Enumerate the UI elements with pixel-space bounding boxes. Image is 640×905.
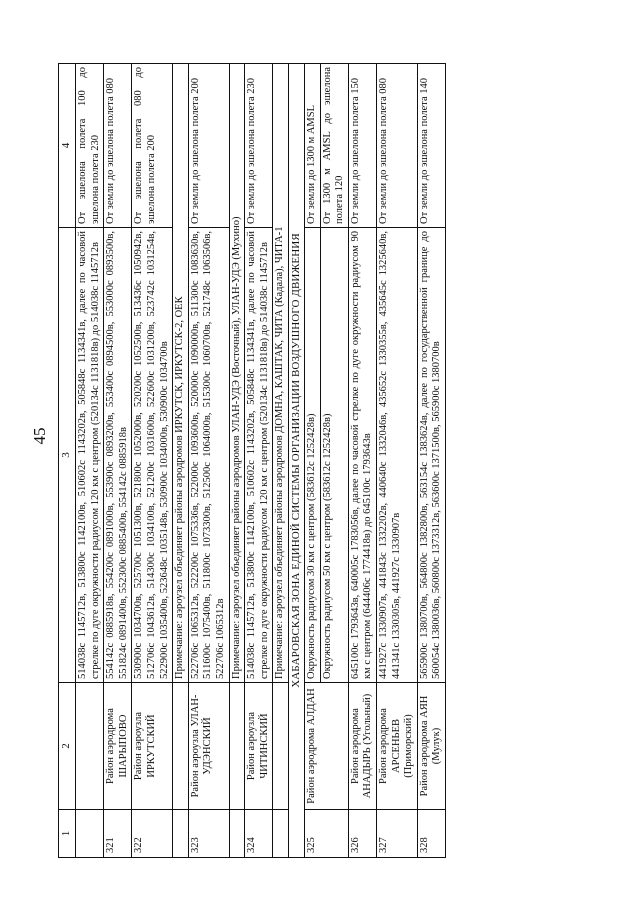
vertical-limits: От эшелона полета 100 до эшелона полета 230 xyxy=(76,64,104,228)
row-number: 323 xyxy=(188,810,229,858)
area-name xyxy=(76,683,104,810)
header-cell: 3 xyxy=(59,228,76,683)
section-title: ХАБАРОВСКАЯ ЗОНА ЕДИНОЙ СИСТЕМЫ ОРГАНИЗАЦИИ ВОЗДУШНОГО ДВИЖЕНИЯ xyxy=(288,64,304,858)
note-spacer xyxy=(273,683,289,810)
note-spacer xyxy=(173,683,189,810)
airspace-table xyxy=(58,63,446,858)
boundary-coordinates: 514038с 1145712в, 513800с 1142100в, 510602с 1143202в, 505848с 1134341в, далее по часовой стрелке по дуге окружности радиусом 120 км с центром (520134с 1131818в) до 514038с 1145712в xyxy=(76,228,104,683)
table-row xyxy=(104,64,132,858)
table-row xyxy=(245,64,273,858)
header-cell: 2 xyxy=(59,683,76,810)
table-row xyxy=(132,64,173,858)
header-cell: 1 xyxy=(59,810,76,858)
table-header-row xyxy=(59,64,76,858)
note-row xyxy=(229,64,245,858)
vertical-limits: От земли до эшелона полета 140 xyxy=(417,64,445,228)
row-number xyxy=(76,810,104,858)
area-name: Район аэродрома АРСЕНЬЕВ (Приморский) xyxy=(377,683,418,810)
vertical-limits: От эшелона полета 080 до эшелона полета 200 xyxy=(132,64,173,228)
note-spacer xyxy=(273,810,289,858)
vertical-limits: От земли до 1300 м AMSL xyxy=(305,64,321,228)
vertical-limits: От земли до эшелона полета 200 xyxy=(188,64,229,228)
table-row xyxy=(188,64,229,858)
row-number: 322 xyxy=(132,810,173,858)
boundary-coordinates: 554142с 0885918в, 554200с 0891000в, 553900с 0893200в, 553400с 0894500в, 553000с 0893500в, 551824с 0891400в, 552300с 0885400в, 554142с 0885918в xyxy=(104,228,132,683)
area-name: Район аэроузла ИРКУТСКИЙ xyxy=(132,683,173,810)
row-number: 321 xyxy=(104,810,132,858)
note-spacer xyxy=(229,683,245,810)
header-cell: 4 xyxy=(59,64,76,228)
boundary-coordinates: 645100с 1793643в, 640005с 1783056в, далее по часовой стрелке по дуге окружности радиусом 90 км с центром (644406с 1774418в) до 645100с 1793643в xyxy=(348,228,376,683)
boundary-coordinates: 514038с 1145712в, 513800с 1142100в, 510602с 1143202в, 505848с 1134341в, далее по часовой стрелке по дуге окружности радиусом 120 км с центром (520134с 1131818в) до 514038с 1145712в xyxy=(245,228,273,683)
row-number: 328 xyxy=(417,810,445,858)
table-row xyxy=(348,64,376,858)
row-number: 325 xyxy=(305,810,349,858)
boundary-coordinates: 441927с 1330907в, 441843с 1332202в, 440640с 1332046в, 435652с 1330355в, 435645с 1325640в, 441341с 1330305в, 441927с 1330907в xyxy=(377,228,418,683)
boundary-coordinates: 522706с 1065312в, 522200с 1075336в, 522000с 1093600в, 520000с 1090000в, 511300с 1083630в, 511600с 1075400в, 511800с 1073300в, 512500с 1064000в, 515300с 1060700в, 521748с 1063506в, 522706с 1065312в xyxy=(188,228,229,683)
note-spacer xyxy=(173,810,189,858)
vertical-limits: От земли до эшелона полета 080 xyxy=(377,64,418,228)
airspace-table-rotated xyxy=(58,64,623,858)
note-text: Примечание: аэроузел объединяет районы аэродромов УЛАН-УДЭ (Восточный), УЛАН-УДЭ (Мухино) xyxy=(229,64,245,683)
area-name: Район аэродрома ШАРЫПОВО xyxy=(104,683,132,810)
table-row xyxy=(377,64,418,858)
boundary-coordinates: 530900с 1034700в, 525700с 1051300в, 521800с 1052000в, 520200с 1052500в, 513436с 1050942в, 512706с 1043612в, 514300с 1034100в, 521200с 1031600в, 522600с 1031200в, 523742с 1031254в, 522900с 1035400в, 523648с 1035148в, 530900с 1034000в, 530900с 1034700в xyxy=(132,228,173,683)
boundary-coordinates: 565900с 1380700в, 564800с 1382800в, 563154с 1383624в, далее по государственной границе до 560054с 1380036в, 560800с 1373312в, 563600с 1371500в, 565900с 1380700в xyxy=(417,228,445,683)
area-name: Район аэродрома АНАДЫРЬ (Угольный) xyxy=(348,683,376,810)
table-row xyxy=(305,64,321,858)
row-number: 324 xyxy=(245,810,273,858)
note-text: Примечание: аэроузел объединяет районы аэродромов ИРКУТСК, ИРКУТСК-2, ОЕК xyxy=(173,64,189,683)
boundary-coordinates: Окружность радиусом 50 км с центром (583612с 1252428в) xyxy=(320,228,348,683)
area-name: Район аэродрома АЛДАН xyxy=(305,683,349,810)
vertical-limits: От земли до эшелона полета 150 xyxy=(348,64,376,228)
note-text: Примечание: аэроузел объединяет районы аэродромов ДОМНА, КАШТАК, ЧИТА (Кадала), ЧИТА-1 xyxy=(273,64,289,683)
note-row xyxy=(273,64,289,858)
note-row xyxy=(173,64,189,858)
area-name: Район аэроузла УЛАН-УДЭНСКИЙ xyxy=(188,683,229,810)
boundary-coordinates: Окружность радиусом 30 км с центром (583612с 1252428в) xyxy=(305,228,321,683)
vertical-limits: От земли до эшелона полета 230 xyxy=(245,64,273,228)
row-number: 327 xyxy=(377,810,418,858)
row-number: 326 xyxy=(348,810,376,858)
table-row xyxy=(417,64,445,858)
area-name: Район аэродрома АЯН (Мулук) xyxy=(417,683,445,810)
table-row xyxy=(76,64,104,858)
vertical-limits: От земли до эшелона полета 080 xyxy=(104,64,132,228)
vertical-limits: От 1300 м AMSL до эшелона полета 120 xyxy=(320,64,348,228)
page-number: 45 xyxy=(30,427,49,445)
area-name: Район аэроузла ЧИТИНСКИЙ xyxy=(245,683,273,810)
note-spacer xyxy=(229,810,245,858)
section-header-row xyxy=(288,64,304,858)
